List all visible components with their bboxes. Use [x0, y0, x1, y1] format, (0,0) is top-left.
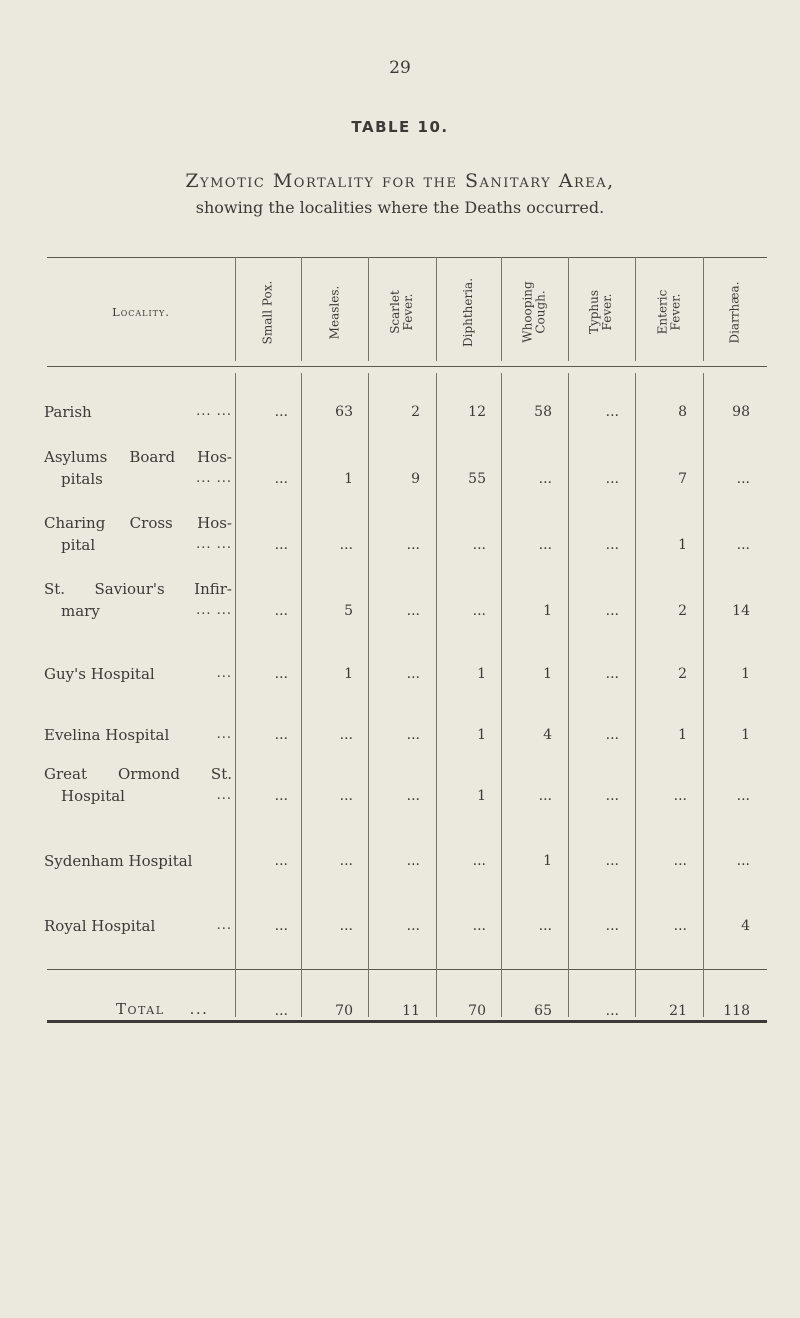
locality-line: St. Saviour's Infir- [44, 580, 232, 598]
table-cell: ... [472, 537, 486, 553]
table-cell: ... [605, 853, 619, 869]
total-cell: 65 [534, 1003, 552, 1019]
table-cell: 2 [678, 603, 687, 619]
table-cell: 1 [741, 727, 750, 743]
row-locality [44, 663, 232, 685]
table-cell: ... [406, 537, 420, 553]
leader-dots: ... [216, 666, 232, 681]
table-cell: 1 [543, 666, 552, 682]
table-cell: ... [274, 404, 288, 420]
table-cell: 12 [468, 404, 486, 420]
table-cell: ... [673, 918, 687, 934]
table-cell: 4 [741, 918, 750, 934]
table-cell: ... [538, 537, 552, 553]
table-grid [47, 257, 767, 1023]
table-cell: ... [406, 727, 420, 743]
table-cell: 9 [411, 471, 420, 487]
leader-dots: ... [216, 788, 232, 803]
table-cell: ... [605, 603, 619, 619]
table-cell: 63 [335, 404, 353, 420]
total-cell: ... [274, 1003, 288, 1019]
table-cell: ... [736, 471, 750, 487]
table-cell: ... [274, 603, 288, 619]
row-locality [44, 763, 232, 807]
table-cell: ... [538, 918, 552, 934]
locality-line: Guy's Hospital [44, 665, 155, 683]
header-measles: Measles. [327, 285, 341, 339]
table-cell: 1 [477, 727, 486, 743]
table-cell: ... [538, 788, 552, 804]
table-cell: 8 [678, 404, 687, 420]
table-cell: ... [605, 727, 619, 743]
table-cell: ... [274, 918, 288, 934]
locality-line: Evelina Hospital [44, 726, 170, 744]
locality-line: pital [61, 536, 96, 554]
row-locality [44, 512, 232, 556]
total-cell: 70 [335, 1003, 353, 1019]
row-locality [44, 724, 232, 746]
table-cell: ... [673, 853, 687, 869]
leader-dots: ... [216, 727, 232, 742]
table-cell: ... [339, 537, 353, 553]
leader-dots: ... ... [196, 471, 232, 486]
locality-line: pitals [61, 470, 103, 488]
table-cell: 55 [468, 471, 486, 487]
table-cell: 2 [411, 404, 420, 420]
table-cell: 1 [477, 788, 486, 804]
locality-line: Great Ormond St. [44, 765, 232, 783]
table-cell: 1 [543, 853, 552, 869]
row-locality [44, 578, 232, 622]
table-cell: ... [472, 853, 486, 869]
table-label: TABLE 10. [351, 118, 449, 136]
table-cell: ... [406, 666, 420, 682]
total-top-rule [47, 969, 767, 970]
table-cell: ... [605, 918, 619, 934]
row-locality [44, 446, 232, 490]
table-cell: 4 [543, 727, 552, 743]
table-cell: 1 [741, 666, 750, 682]
table-cell: ... [274, 666, 288, 682]
header-top-rule [47, 257, 767, 258]
table-cell: ... [339, 727, 353, 743]
row-locality [44, 850, 232, 872]
table-cell: ... [736, 853, 750, 869]
table-cell: ... [274, 537, 288, 553]
table-title: Zymotic Mortality for the Sanitary Area, [185, 170, 615, 192]
table-cell: ... [406, 603, 420, 619]
header-enteric-fever: Enteric Fever. [655, 289, 682, 335]
locality-line: Parish [44, 403, 92, 421]
table-subtitle: showing the localities where the Deaths occurred. [195, 198, 605, 217]
header-locality: Locality. [112, 305, 170, 319]
header-whooping-cough: Whooping Cough. [520, 281, 548, 343]
table-cell: ... [406, 853, 420, 869]
table-cell: ... [736, 537, 750, 553]
header-small-pox: Small Pox. [260, 280, 275, 344]
table-cell: 1 [543, 603, 552, 619]
table-cell: 98 [732, 404, 750, 420]
total-cell: 21 [669, 1003, 687, 1019]
header-bottom-rule [47, 366, 767, 367]
table-cell: ... [274, 788, 288, 804]
table-cell: ... [472, 918, 486, 934]
total-cell: 118 [723, 1003, 750, 1019]
leader-dots: ... ... [196, 404, 232, 419]
table-cell: 1 [678, 537, 687, 553]
locality-line: Royal Hospital [44, 917, 156, 935]
leader-dots: ... [216, 918, 232, 933]
table-cell: 5 [344, 603, 353, 619]
table-cell: 7 [678, 471, 687, 487]
table-cell: ... [538, 471, 552, 487]
table-cell: 2 [678, 666, 687, 682]
table-cell: 1 [344, 471, 353, 487]
locality-line: Asylums Board Hos- [44, 448, 232, 466]
table-cell: ... [406, 788, 420, 804]
row-locality [44, 915, 232, 937]
table-cell: 14 [732, 603, 750, 619]
table-cell: ... [274, 471, 288, 487]
total-label: Total ... [116, 1000, 209, 1018]
table-cell: ... [406, 918, 420, 934]
table-cell: ... [339, 788, 353, 804]
total-cell: 11 [402, 1003, 420, 1019]
table-cell: ... [605, 537, 619, 553]
locality-line: Hospital [61, 787, 125, 805]
total-cell: 70 [468, 1003, 486, 1019]
table-cell: ... [605, 666, 619, 682]
header-diarrhaea: Diarrhæa. [727, 280, 742, 344]
table-cell: ... [605, 471, 619, 487]
table-cell: ... [339, 918, 353, 934]
page-number: 29 [389, 58, 411, 78]
table-cell: ... [274, 853, 288, 869]
locality-line: mary [61, 602, 100, 620]
table-cell: ... [472, 603, 486, 619]
table-cell: 1 [477, 666, 486, 682]
leader-dots: ... ... [196, 603, 232, 618]
row-locality [44, 401, 232, 423]
header-scarlet-fever: Scarlet Fever. [388, 290, 415, 334]
table-cell: ... [605, 404, 619, 420]
header-diphtheria: Diphtheria. [461, 277, 476, 347]
table-cell: 58 [534, 404, 552, 420]
locality-line: Sydenham Hospital [44, 852, 193, 870]
table-cell: ... [605, 788, 619, 804]
locality-line: Charing Cross Hos- [44, 514, 232, 532]
table-cell: ... [339, 853, 353, 869]
table-cell: 1 [678, 727, 687, 743]
table-cell: ... [274, 727, 288, 743]
table-cell: 1 [344, 666, 353, 682]
table-cell: ... [736, 788, 750, 804]
header-typhus-fever: Typhus Fever. [587, 289, 615, 335]
table-cell: ... [673, 788, 687, 804]
leader-dots: ... ... [196, 537, 232, 552]
total-cell: ... [605, 1003, 619, 1019]
